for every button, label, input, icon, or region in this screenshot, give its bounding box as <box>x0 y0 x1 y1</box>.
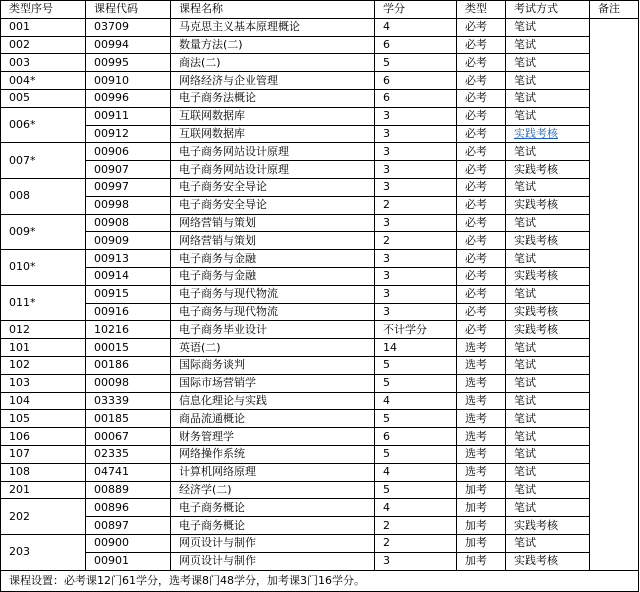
code-cell: 04741 <box>86 463 171 481</box>
seq-cell: 103 <box>1 374 86 392</box>
code-cell: 00901 <box>86 552 171 570</box>
code-cell: 00997 <box>86 178 171 196</box>
credit-cell: 4 <box>375 392 457 410</box>
credit-cell: 14 <box>375 339 457 357</box>
table-row <box>1 428 639 446</box>
name-cell: 互联网数据库 <box>171 125 375 143</box>
name-cell: 电子商务与金融 <box>171 267 375 285</box>
type-cell: 选考 <box>457 463 506 481</box>
exam-cell: 笔试 <box>506 339 590 357</box>
table-body <box>1 18 639 591</box>
exam-cell: 笔试 <box>506 374 590 392</box>
table-row <box>1 356 639 374</box>
type-cell: 必考 <box>457 214 506 232</box>
table-row <box>1 250 639 268</box>
exam-cell: 笔试 <box>506 72 590 90</box>
table-row <box>1 125 639 143</box>
code-cell: 00916 <box>86 303 171 321</box>
code-cell: 00889 <box>86 481 171 499</box>
type-cell: 必考 <box>457 125 506 143</box>
name-cell: 国际市场营销学 <box>171 374 375 392</box>
name-cell: 电子商务安全导论 <box>171 178 375 196</box>
credit-cell: 5 <box>375 374 457 392</box>
type-cell: 必考 <box>457 89 506 107</box>
table-row <box>1 410 639 428</box>
table-row <box>1 107 639 125</box>
type-cell: 加考 <box>457 534 506 552</box>
seq-cell: 203 <box>1 534 86 570</box>
name-cell: 电子商务网站设计原理 <box>171 161 375 179</box>
code-cell: 00909 <box>86 232 171 250</box>
seq-cell: 011* <box>1 285 86 321</box>
credit-cell: 3 <box>375 143 457 161</box>
type-cell: 加考 <box>457 499 506 517</box>
seq-cell: 108 <box>1 463 86 481</box>
code-cell: 00915 <box>86 285 171 303</box>
seq-cell: 003 <box>1 54 86 72</box>
table-row <box>1 463 639 481</box>
code-cell: 00996 <box>86 89 171 107</box>
type-cell: 必考 <box>457 321 506 339</box>
seq-cell: 005 <box>1 89 86 107</box>
credit-cell: 3 <box>375 552 457 570</box>
credit-cell: 4 <box>375 18 457 36</box>
exam-cell: 笔试 <box>506 534 590 552</box>
table-row <box>1 517 639 535</box>
exam-cell: 笔试 <box>506 143 590 161</box>
seq-cell: 107 <box>1 445 86 463</box>
table-row <box>1 89 639 107</box>
name-cell: 电子商务与金融 <box>171 250 375 268</box>
table-header-row <box>1 1 639 19</box>
name-cell: 信息化理论与实践 <box>171 392 375 410</box>
exam-cell: 笔试 <box>506 18 590 36</box>
exam-cell: 笔试 <box>506 214 590 232</box>
code-cell: 00995 <box>86 54 171 72</box>
credit-cell: 3 <box>375 214 457 232</box>
seq-cell: 010* <box>1 250 86 286</box>
name-cell: 电子商务安全导论 <box>171 196 375 214</box>
code-cell: 00185 <box>86 410 171 428</box>
seq-cell: 002 <box>1 36 86 54</box>
exam-cell: 笔试 <box>506 107 590 125</box>
exam-cell: 笔试 <box>506 250 590 268</box>
exam-cell: 笔试 <box>506 481 590 499</box>
type-cell: 必考 <box>457 36 506 54</box>
code-cell: 00912 <box>86 125 171 143</box>
seq-cell: 202 <box>1 499 86 535</box>
table-row <box>1 285 639 303</box>
name-cell: 网络操作系统 <box>171 445 375 463</box>
exam-cell: 实践考核 <box>506 517 590 535</box>
seq-cell: 106 <box>1 428 86 446</box>
remark-cell <box>590 18 639 570</box>
name-cell: 电子商务与现代物流 <box>171 303 375 321</box>
table-row <box>1 445 639 463</box>
type-cell: 选考 <box>457 428 506 446</box>
type-cell: 必考 <box>457 232 506 250</box>
table-row <box>1 18 639 36</box>
exam-cell: 笔试 <box>506 36 590 54</box>
name-cell: 网络经济与企业管理 <box>171 72 375 90</box>
seq-cell: 104 <box>1 392 86 410</box>
code-cell: 02335 <box>86 445 171 463</box>
code-cell: 00896 <box>86 499 171 517</box>
credit-cell: 不计学分 <box>375 321 457 339</box>
type-cell: 必考 <box>457 72 506 90</box>
credit-cell: 3 <box>375 303 457 321</box>
code-cell: 00908 <box>86 214 171 232</box>
code-cell: 00098 <box>86 374 171 392</box>
table-row <box>1 339 639 357</box>
header-seq: 类型序号 <box>1 1 86 19</box>
exam-cell: 笔试 <box>506 428 590 446</box>
table-row <box>1 72 639 90</box>
exam-cell: 实践考核 <box>506 552 590 570</box>
type-cell: 必考 <box>457 250 506 268</box>
credit-cell: 3 <box>375 250 457 268</box>
header-type: 类型 <box>457 1 506 19</box>
code-cell: 00910 <box>86 72 171 90</box>
type-cell: 必考 <box>457 267 506 285</box>
type-cell: 加考 <box>457 481 506 499</box>
exam-cell: 笔试 <box>506 178 590 196</box>
type-cell: 选考 <box>457 339 506 357</box>
type-cell: 选考 <box>457 356 506 374</box>
name-cell: 经济学(二) <box>171 481 375 499</box>
name-cell: 网页设计与制作 <box>171 534 375 552</box>
seq-cell: 006* <box>1 107 86 143</box>
exam-cell: 笔试 <box>506 499 590 517</box>
code-cell: 00900 <box>86 534 171 552</box>
name-cell: 网页设计与制作 <box>171 552 375 570</box>
name-cell: 电子商务法概论 <box>171 89 375 107</box>
name-cell: 电子商务毕业设计 <box>171 321 375 339</box>
name-cell: 电子商务与现代物流 <box>171 285 375 303</box>
credit-cell: 5 <box>375 445 457 463</box>
name-cell: 计算机网络原理 <box>171 463 375 481</box>
exam-cell: 实践考核 <box>506 161 590 179</box>
table-row <box>1 303 639 321</box>
table-row <box>1 481 639 499</box>
credit-cell: 5 <box>375 356 457 374</box>
exam-cell: 实践考核 <box>506 303 590 321</box>
credit-cell: 3 <box>375 285 457 303</box>
name-cell: 网络营销与策划 <box>171 232 375 250</box>
exam-cell: 实践考核 <box>506 232 590 250</box>
credit-cell: 6 <box>375 36 457 54</box>
code-cell: 00906 <box>86 143 171 161</box>
type-cell: 必考 <box>457 18 506 36</box>
type-cell: 加考 <box>457 517 506 535</box>
seq-cell: 004* <box>1 72 86 90</box>
table-row <box>1 267 639 285</box>
table-row <box>1 161 639 179</box>
name-cell: 互联网数据库 <box>171 107 375 125</box>
code-cell: 00015 <box>86 339 171 357</box>
exam-cell: 实践考核 <box>506 196 590 214</box>
name-cell: 英语(二) <box>171 339 375 357</box>
name-cell: 电子商务网站设计原理 <box>171 143 375 161</box>
credit-cell: 3 <box>375 161 457 179</box>
credit-cell: 4 <box>375 499 457 517</box>
code-cell: 00998 <box>86 196 171 214</box>
type-cell: 选考 <box>457 392 506 410</box>
type-cell: 选考 <box>457 374 506 392</box>
seq-cell: 105 <box>1 410 86 428</box>
type-cell: 必考 <box>457 285 506 303</box>
seq-cell: 102 <box>1 356 86 374</box>
name-cell: 电子商务概论 <box>171 517 375 535</box>
header-credit: 学分 <box>375 1 457 19</box>
exam-cell: 笔试 <box>506 356 590 374</box>
type-cell: 必考 <box>457 196 506 214</box>
credit-cell: 5 <box>375 410 457 428</box>
table-row <box>1 196 639 214</box>
seq-cell: 101 <box>1 339 86 357</box>
exam-cell: 笔试 <box>506 285 590 303</box>
credit-cell: 2 <box>375 517 457 535</box>
course-summary: 课程设置：必考课12门61学分，选考课8门48学分，加考课3门16学分。 <box>1 570 639 591</box>
table-row <box>1 178 639 196</box>
type-cell: 必考 <box>457 54 506 72</box>
code-cell: 10216 <box>86 321 171 339</box>
header-exam: 考试方式 <box>506 1 590 19</box>
name-cell: 数量方法(二) <box>171 36 375 54</box>
code-cell: 00897 <box>86 517 171 535</box>
exam-cell: 笔试 <box>506 392 590 410</box>
table-row <box>1 534 639 552</box>
seq-cell: 001 <box>1 18 86 36</box>
exam-cell: 笔试 <box>506 89 590 107</box>
credit-cell: 3 <box>375 107 457 125</box>
code-cell: 00186 <box>86 356 171 374</box>
credit-cell: 3 <box>375 125 457 143</box>
credit-cell: 2 <box>375 232 457 250</box>
seq-cell: 008 <box>1 178 86 214</box>
credit-cell: 5 <box>375 481 457 499</box>
type-cell: 必考 <box>457 161 506 179</box>
name-cell: 财务管理学 <box>171 428 375 446</box>
code-cell: 00907 <box>86 161 171 179</box>
credit-cell: 6 <box>375 428 457 446</box>
table-row <box>1 392 639 410</box>
header-code: 课程代码 <box>86 1 171 19</box>
type-cell: 选考 <box>457 445 506 463</box>
type-cell: 必考 <box>457 303 506 321</box>
table-row <box>1 36 639 54</box>
name-cell: 商品流通概论 <box>171 410 375 428</box>
table-row <box>1 552 639 570</box>
exam-cell: 笔试 <box>506 445 590 463</box>
table-row <box>1 143 639 161</box>
table-row <box>1 232 639 250</box>
name-cell: 商法(二) <box>171 54 375 72</box>
exam-cell: 笔试 <box>506 410 590 428</box>
code-cell: 00911 <box>86 107 171 125</box>
code-cell: 03709 <box>86 18 171 36</box>
exam-link[interactable]: 实践考核 <box>514 126 558 140</box>
type-cell: 选考 <box>457 410 506 428</box>
code-cell: 00913 <box>86 250 171 268</box>
type-cell: 必考 <box>457 178 506 196</box>
seq-cell: 007* <box>1 143 86 179</box>
header-name: 课程名称 <box>171 1 375 19</box>
seq-cell: 201 <box>1 481 86 499</box>
code-cell: 00914 <box>86 267 171 285</box>
table-row <box>1 374 639 392</box>
code-cell: 03339 <box>86 392 171 410</box>
exam-cell: 实践考核 <box>506 321 590 339</box>
table-row <box>1 214 639 232</box>
credit-cell: 4 <box>375 463 457 481</box>
name-cell: 国际商务谈判 <box>171 356 375 374</box>
header-remark: 备注 <box>590 1 639 19</box>
credit-cell: 3 <box>375 178 457 196</box>
credit-cell: 6 <box>375 89 457 107</box>
exam-cell: 实践考核 <box>506 267 590 285</box>
code-cell: 00994 <box>86 36 171 54</box>
exam-cell: 笔试 <box>506 54 590 72</box>
footer-row <box>1 570 639 591</box>
table-row <box>1 499 639 517</box>
credit-cell: 2 <box>375 196 457 214</box>
credit-cell: 2 <box>375 534 457 552</box>
name-cell: 电子商务概论 <box>171 499 375 517</box>
seq-cell: 012 <box>1 321 86 339</box>
exam-cell <box>506 125 590 143</box>
type-cell: 必考 <box>457 143 506 161</box>
table-row <box>1 321 639 339</box>
name-cell: 马克思主义基本原理概论 <box>171 18 375 36</box>
code-cell: 00067 <box>86 428 171 446</box>
exam-cell: 笔试 <box>506 463 590 481</box>
type-cell: 加考 <box>457 552 506 570</box>
name-cell: 网络营销与策划 <box>171 214 375 232</box>
table-row <box>1 54 639 72</box>
credit-cell: 5 <box>375 54 457 72</box>
seq-cell: 009* <box>1 214 86 250</box>
credit-cell: 3 <box>375 267 457 285</box>
type-cell: 必考 <box>457 107 506 125</box>
credit-cell: 6 <box>375 72 457 90</box>
